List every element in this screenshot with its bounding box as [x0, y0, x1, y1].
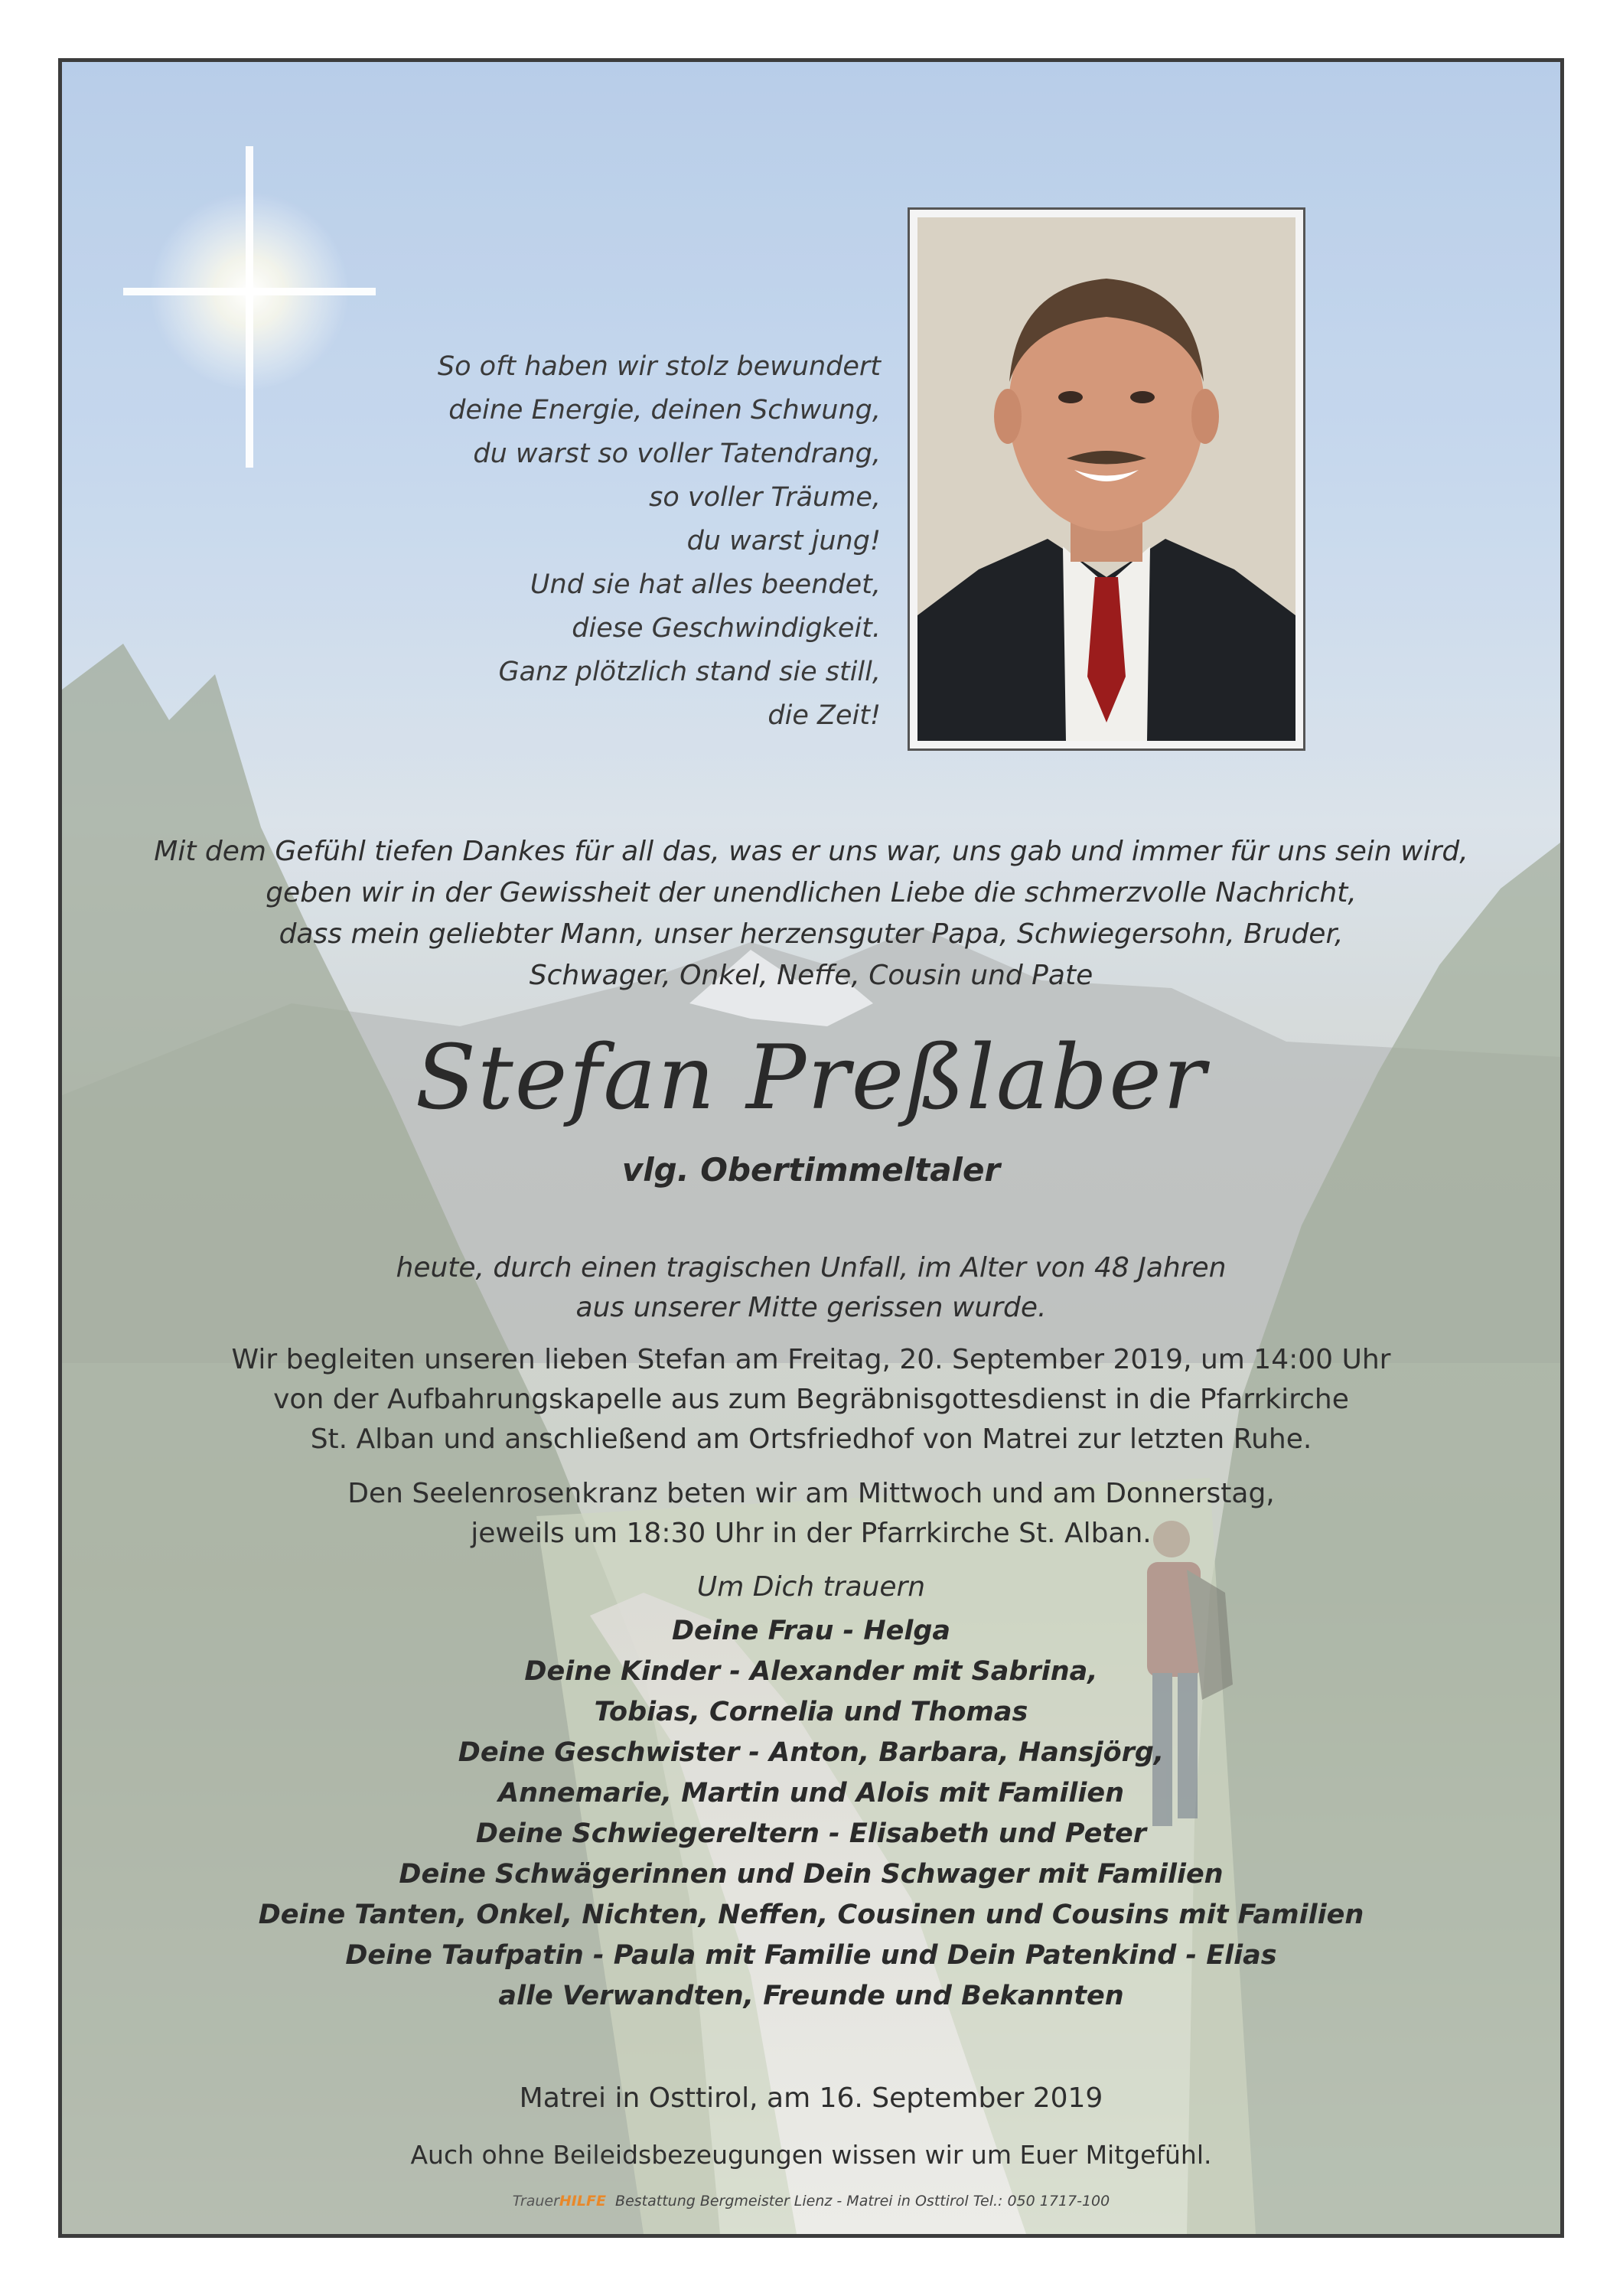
intro-line: Schwager, Onkel, Neffe, Cousin und Pate [529, 960, 1093, 991]
intro-line: dass mein geliebter Mann, unser herzensguter Papa, Schwiegersohn, Bruder, [279, 918, 1344, 950]
death-notice-line: heute, durch einen tragischen Unfall, im Alter von 48 Jahren [396, 1252, 1227, 1283]
death-notice [62, 1248, 1560, 1328]
brand-hilfe: HILFE [559, 2193, 606, 2210]
poem-line: Und sie hat alles beendet, [530, 569, 881, 600]
intro-line: Mit dem Gefühl tiefen Dankes für all das, was er uns war, uns gab und immer für uns sein wird, [154, 836, 1468, 867]
mourner-line: Annemarie, Martin und Alois mit Familien [498, 1778, 1124, 1808]
mourner-line: Deine Schwiegereltern - Elisabeth und Peter [475, 1818, 1147, 1849]
rosary-info [62, 1474, 1560, 1554]
deceased-name: Stefan Preßlaber [415, 1026, 1207, 1130]
brand-trauer: Trauer [512, 2193, 559, 2210]
poem-line: du warst jung! [686, 526, 881, 556]
portrait-photo [908, 207, 1305, 751]
place-date: Matrei in Osttirol, am 16. September 2019 [519, 2082, 1103, 2114]
poem-line: Ganz plötzlich stand sie still, [498, 657, 881, 687]
rosary-line: jeweils um 18:30 Uhr in der Pfarrkirche St. Alban. [471, 1518, 1152, 1549]
vulgo-name: vlg. Obertimmeltaler [621, 1151, 1001, 1189]
mourner-line: Deine Schwägerinnen und Dein Schwager mit Familien [399, 1859, 1224, 1890]
mourner-line: Deine Taufpatin - Paula mit Familie und Dein Patenkind - Elias [345, 1940, 1277, 1971]
funeral-line: von der Aufbahrungskapelle aus zum Begräbnisgottesdienst in die Pfarrkirche [273, 1384, 1349, 1415]
mourner-line: Deine Tanten, Onkel, Nichten, Neffen, Cousinen und Cousins mit Familien [258, 1900, 1364, 1930]
intro-line: geben wir in der Gewissheit der unendlichen Liebe die schmerzvolle Nachricht, [266, 877, 1357, 908]
obituary-card [58, 58, 1564, 2238]
rosary-line: Den Seelenrosenkranz beten wir am Mittwoch und am Donnerstag, [347, 1478, 1275, 1509]
poem-line: die Zeit! [768, 700, 881, 731]
mourner-line: Deine Geschwister - Anton, Barbara, Hansjörg, [458, 1737, 1165, 1768]
mourners-heading: Um Dich trauern [696, 1571, 926, 1603]
poem-line: diese Geschwindigkeit. [572, 613, 881, 644]
poem-line: du warst so voller Tatendrang, [473, 439, 881, 469]
memorial-poem [345, 345, 881, 738]
footer-text: Bestattung Bergmeister Lienz - Matrei in Osttirol Tel.: 050 1717-100 [615, 2193, 1110, 2210]
mourner-line: alle Verwandten, Freunde und Bekannten [498, 1981, 1124, 2011]
intro-text [62, 831, 1560, 996]
poem-line: deine Energie, deinen Schwung, [448, 395, 881, 426]
mourner-line: Deine Kinder - Alexander mit Sabrina, [524, 1656, 1098, 1687]
condolence-note: Auch ohne Beileidsbezeugungen wissen wir um Euer Mitgefühl. [410, 2140, 1212, 2170]
poem-line: so voller Träume, [649, 482, 881, 513]
funeral-info [62, 1340, 1560, 1459]
mourners-list [62, 1611, 1560, 2017]
death-notice-line: aus unserer Mitte gerissen wurde. [575, 1292, 1047, 1323]
footer [62, 2190, 1560, 2213]
funeral-line: St. Alban und anschließend am Ortsfriedhof von Matrei zur letzten Ruhe. [310, 1424, 1312, 1455]
portrait-image [917, 217, 1295, 741]
mourner-line: Deine Frau - Helga [671, 1616, 951, 1646]
poem-line: So oft haben wir stolz bewundert [437, 351, 881, 382]
funeral-line: Wir begleiten unseren lieben Stefan am Freitag, 20. September 2019, um 14:00 Uhr [231, 1344, 1391, 1375]
mourner-line: Tobias, Cornelia und Thomas [594, 1697, 1028, 1727]
